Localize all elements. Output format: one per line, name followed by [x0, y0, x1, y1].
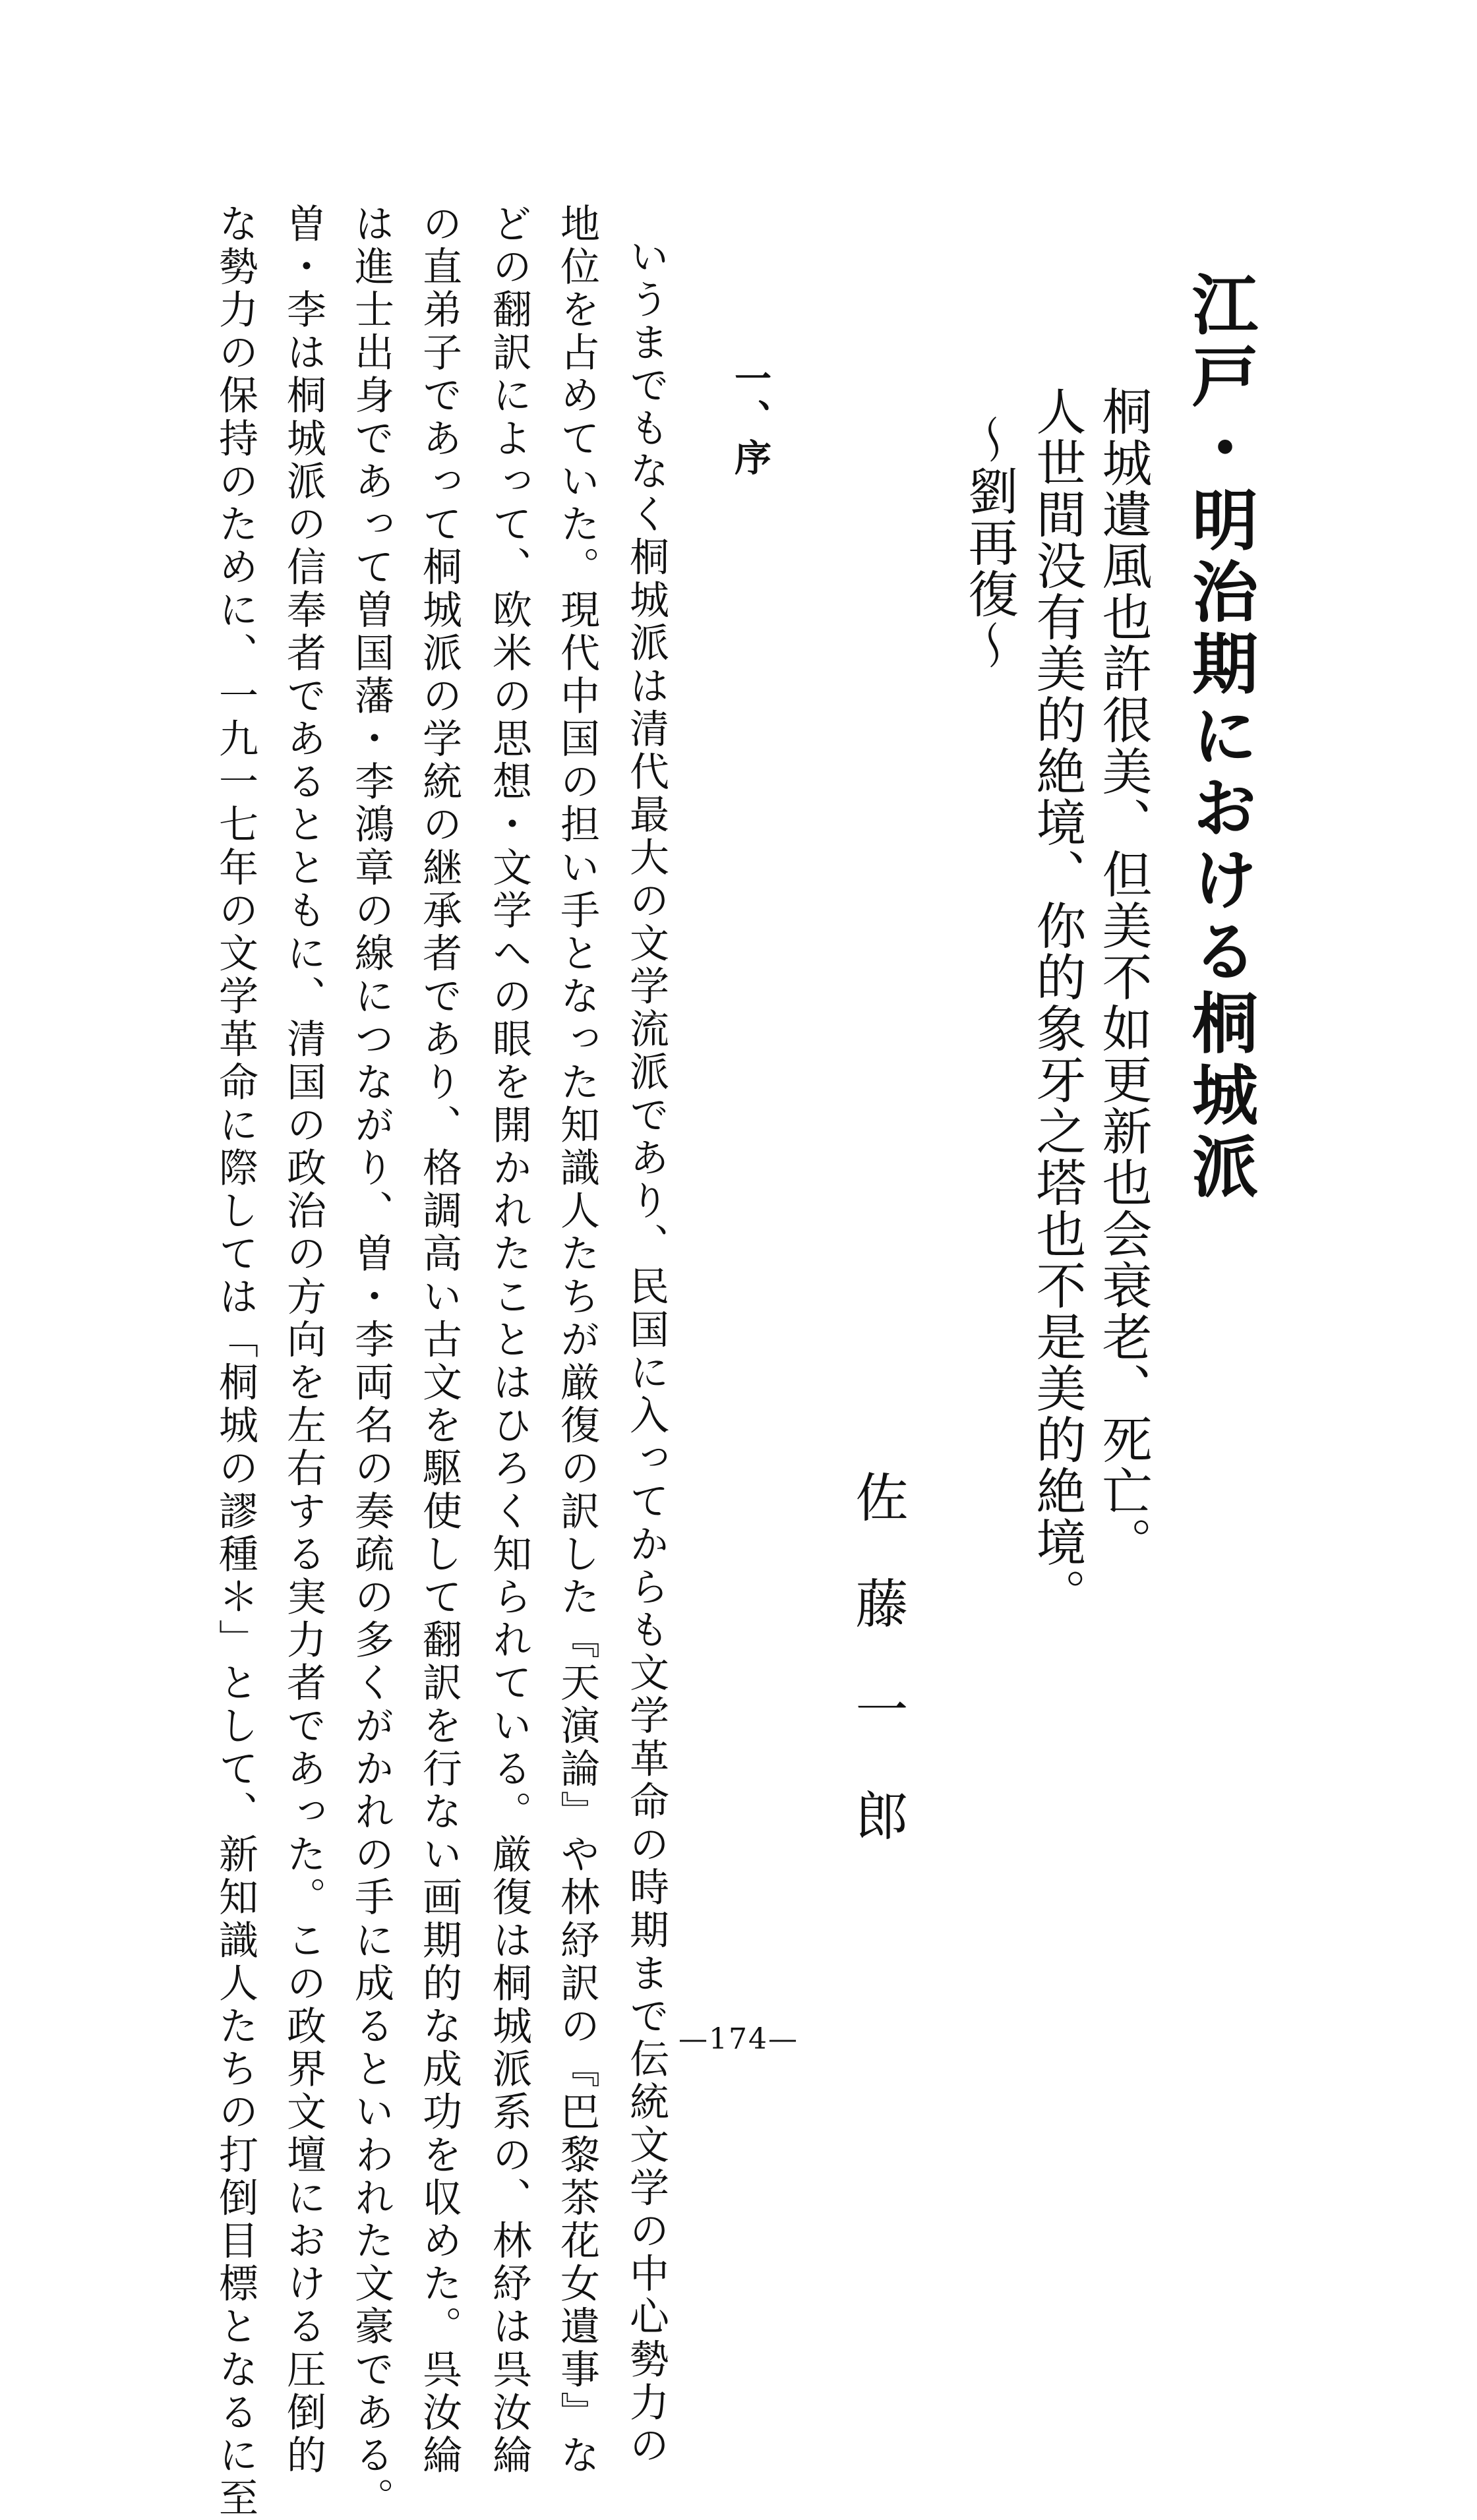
section-heading: 一、序: [729, 359, 772, 478]
page-title: 江戸・明治期における桐城派: [1181, 270, 1259, 1204]
epigraph-line: 人世間没有美的絶境、你的象牙之塔也不是美的絶境。: [1028, 386, 1087, 1620]
body-line: 曽・李は桐城派の信奉者であるとともに、清国の政治の方向を左右する実力者であった。この政界文壇における圧倒的: [280, 203, 326, 2478]
body-line: どの翻訳によって、欧米の思想・文学への眼を開かれたことはひろく知られている。厳復は桐城派系の、林紓は呉汝綸: [486, 203, 532, 2478]
body-line: は進士出身であって曽国藩・李鴻章の線につながり、曽・李両名の奏疏の多くがかれの手に成るといわれた文豪である。: [348, 203, 394, 2520]
epigraph-attribution: 〜劉再復〜: [960, 414, 1019, 671]
epigraph-line: 桐城遺風也許很美、但美不如更新也会衰老、死亡。: [1094, 386, 1153, 1568]
body-line: いうまでもなく桐城派は清代最大の文学流派であり、民国に入ってからも文学革命の時期まで伝統文学の中心勢力の: [623, 236, 669, 2468]
body-line: な勢力の保持のために、一九一七年の文学革命に際しては「桐城の謬種＊」として、新知識人たちの打倒目標となるに至: [212, 203, 258, 2520]
page-number: —174—: [678, 2022, 799, 2056]
author-name: 佐藤一郎: [847, 1470, 908, 1894]
body-line: 地位を占めていた。現代中国の担い手となった知識人たちが厳復の訳した『天演論』や林紓訳の『巴黎茶花女遺事』な: [554, 203, 600, 2478]
body-line: の直弟子であって桐城派の学統の継承者であり、格調高い古文を駆使して翻訳を行ない画期的な成功を収めた。呉汝綸: [416, 203, 462, 2478]
